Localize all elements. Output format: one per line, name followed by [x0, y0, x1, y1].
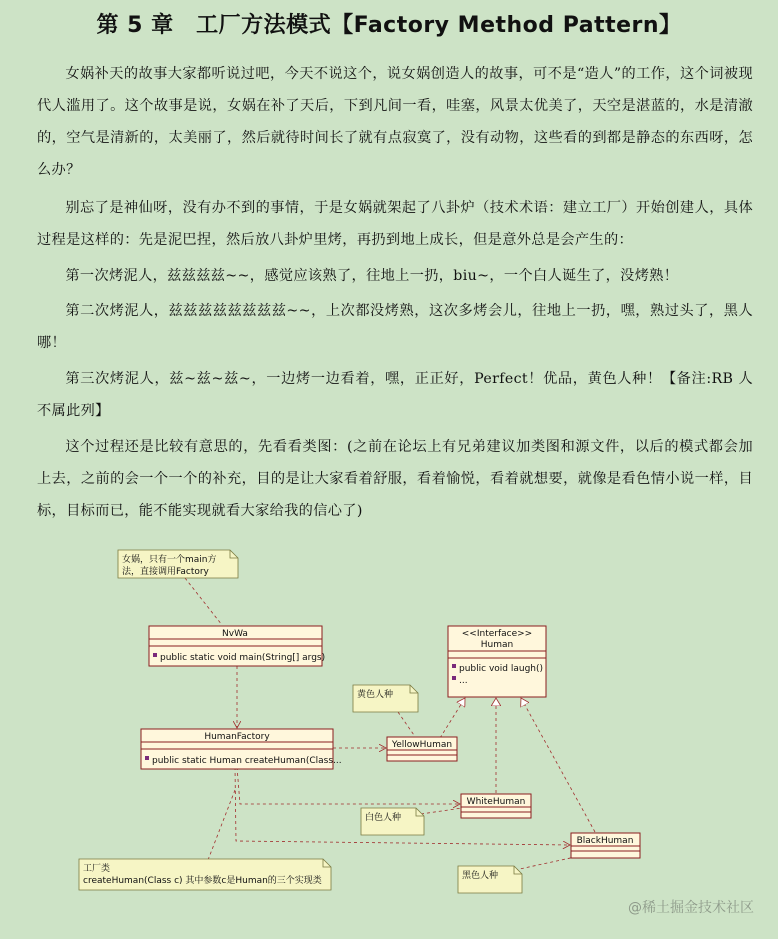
class-human-factory-name: HumanFactory [204, 732, 270, 742]
interface-human-more: ... [459, 676, 468, 686]
class-nvwa [149, 626, 325, 666]
note-nvwa-anchor [185, 578, 222, 625]
note-white-text: 白色人种 [365, 813, 402, 823]
method-icon [153, 653, 157, 657]
note-white [361, 808, 424, 835]
note-black-text: 黑色人种 [462, 871, 499, 881]
note-nvwa [118, 550, 238, 578]
note-yellow-text: 黄色人种 [357, 690, 394, 700]
watermark: @稀土掘金技术社区 [628, 900, 754, 916]
class-black-human-name: BlackHuman [576, 836, 634, 846]
class-nvwa-name: NvWa [222, 629, 248, 639]
note-factory [79, 859, 331, 890]
method-icon [452, 676, 456, 680]
note-nvwa-line2: 法，直接调用Factory [122, 567, 209, 577]
paragraph-3: 第一次烤泥人，兹兹兹兹~~，感觉应该熟了，往地上一扔，biu~，一个白人诞生了，没烤熟！ [65, 268, 679, 284]
class-black-human [571, 833, 640, 858]
note-yellow [353, 685, 418, 712]
note-yellow-anchor [398, 712, 416, 738]
realization-black-human [521, 698, 595, 832]
paragraph-2: 别忘了是神仙呀，没有办不到的事情，于是女娲就架起了八卦炉（技术术语：建立工厂）开始创建人，具体过程是这样的：先是泥巴捏，然后放八卦炉里烤，再扔到地上成长，但是意外总是会产生的： [37, 200, 753, 248]
chapter-title: 第 5 章 工厂方法模式【Factory Method Pattern】 [96, 13, 682, 38]
realization-yellow-human [440, 698, 465, 738]
note-factory-line1: 工厂类 [83, 864, 111, 874]
method-icon [145, 756, 149, 760]
note-black [458, 866, 522, 893]
paragraph-5: 第三次烤泥人，兹~兹~兹~，一边烤一边看着，嘿，正正好，Perfect！优品，黄色人种！【备注:RB 人不属此列】 [37, 371, 753, 419]
paragraph-4: 第二次烤泥人，兹兹兹兹兹兹兹兹~~，上次都没烤熟，这次多烤会儿，往地上一扔，嘿，熟过头了，黑人哪！ [37, 303, 753, 351]
note-black-anchor [515, 857, 575, 870]
class-nvwa-method: public static void main(String[] args) [160, 653, 326, 663]
class-white-human [461, 794, 531, 818]
note-factory-anchor [208, 790, 235, 860]
interface-human-method: public void laugh() [459, 664, 544, 674]
interface-human-stereotype: <<Interface>> [461, 629, 533, 639]
method-icon [452, 664, 456, 668]
class-human-factory-method: public static Human createHuman(Class... [152, 756, 342, 766]
class-yellow-human-name: YellowHuman [391, 740, 453, 750]
dependency-factory-white [237, 767, 460, 804]
class-white-human-name: WhiteHuman [466, 797, 526, 807]
note-nvwa-line1: 女娲，只有一个main方 [122, 555, 217, 565]
paragraph-1: 女娲补天的故事大家都听说过吧，今天不说这个，说女娲创造人的故事，可不是“造人”的工作，这个词被现代人滥用了。这个故事是说，女娲在补了天后，下到凡间一看，哇塞，风景太优美了，天空是湛蓝的，水是清澈的，空气是清新的，太美丽了，然后就待时间长了就有点寂寞了，没有动物，这些看的到都是静态的东西呀，怎么办？ [37, 66, 753, 178]
interface-human-name: Human [480, 640, 514, 650]
note-factory-line2: createHuman(Class c) 其中参数c是Human的三个实现类 [83, 876, 322, 886]
interface-human [448, 626, 546, 697]
class-yellow-human [387, 737, 457, 761]
paragraph-6: 这个过程还是比较有意思的，先看看类图：(之前在论坛上有兄弟建议加类图和源文件，以后的模式都会加上去，之前的会一个一个的补充，目的是让大家看着舒服，看着愉悦，看着就想要，就像是看色情小说一样，目标，目标而已，能不能实现就看大家给我的信心了) [37, 439, 753, 519]
note-white-anchor [421, 808, 462, 814]
class-human-factory [141, 729, 342, 769]
